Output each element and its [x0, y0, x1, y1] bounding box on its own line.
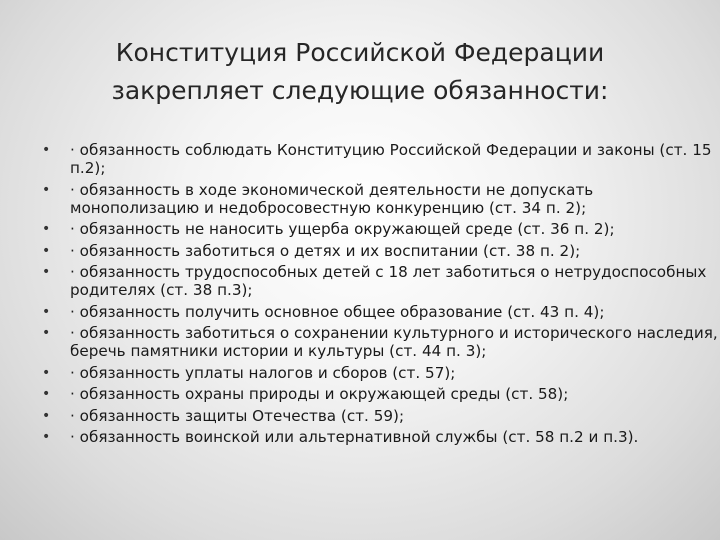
list-item: [38, 263, 718, 299]
bullet-icon: •: [42, 303, 51, 320]
bullet-icon: •: [42, 407, 51, 424]
list-item: [38, 324, 718, 360]
list-item-text: · обязанность соблюдать Конституцию Российской Федерации и законы (ст. 15 п.2);: [70, 141, 712, 177]
list-item-text: · обязанность уплаты налогов и сборов (ст. 57);: [70, 363, 456, 382]
bullet-icon: •: [42, 142, 51, 158]
list-item: [38, 242, 718, 260]
list-item: [38, 364, 718, 382]
bullet-icon: •: [42, 429, 51, 445]
list-item: [38, 141, 718, 177]
list-item: [38, 220, 718, 238]
list-item: [38, 181, 718, 217]
duties-list: [38, 141, 718, 450]
list-item-text: · обязанность воинской или альтернативной службы (ст. 58 п.2 и п.3).: [70, 428, 639, 446]
bullet-icon: •: [42, 325, 51, 341]
title-line-2: закрепляет следующие обязанности:: [111, 76, 609, 105]
list-item-text: · обязанность заботиться о сохранении культурного и исторического наследия, беречь памятники истории и культуры (ст. 44 п. 3);: [70, 324, 718, 360]
bullet-icon: •: [42, 181, 51, 198]
list-item-text: · обязанность охраны природы и окружающей среды (ст. 58);: [70, 385, 569, 403]
list-item-text: · обязанность не наносить ущерба окружающей среде (ст. 36 п. 2);: [70, 220, 615, 238]
bullet-icon: •: [42, 364, 51, 381]
bullet-icon: •: [42, 386, 51, 402]
list-item-text: · обязанность трудоспособных детей с 18 лет заботиться о нетрудоспособных родителях (ст. 38 п.3);: [70, 263, 707, 299]
slide-title: [60, 34, 660, 110]
list-item: [38, 385, 718, 403]
list-item-text: · обязанность заботиться о детях и их воспитании (ст. 38 п. 2);: [70, 241, 581, 260]
bullet-icon: •: [42, 221, 51, 237]
title-line-1: Конституция Российской Федерации: [115, 38, 605, 67]
list-item: [38, 428, 718, 446]
bullet-icon: •: [42, 264, 51, 280]
bullet-icon: •: [42, 242, 51, 259]
list-item-text: · обязанность получить основное общее образование (ст. 43 п. 4);: [70, 302, 605, 321]
list-item: [38, 303, 718, 321]
list-item: [38, 407, 718, 425]
list-item-text: · обязанность защиты Отечества (ст. 59);: [70, 406, 405, 425]
list-item-text: · обязанность в ходе экономической деятельности не допускать монополизацию и недобросовестную конкуренцию (ст. 34 п. 2);: [70, 180, 594, 217]
